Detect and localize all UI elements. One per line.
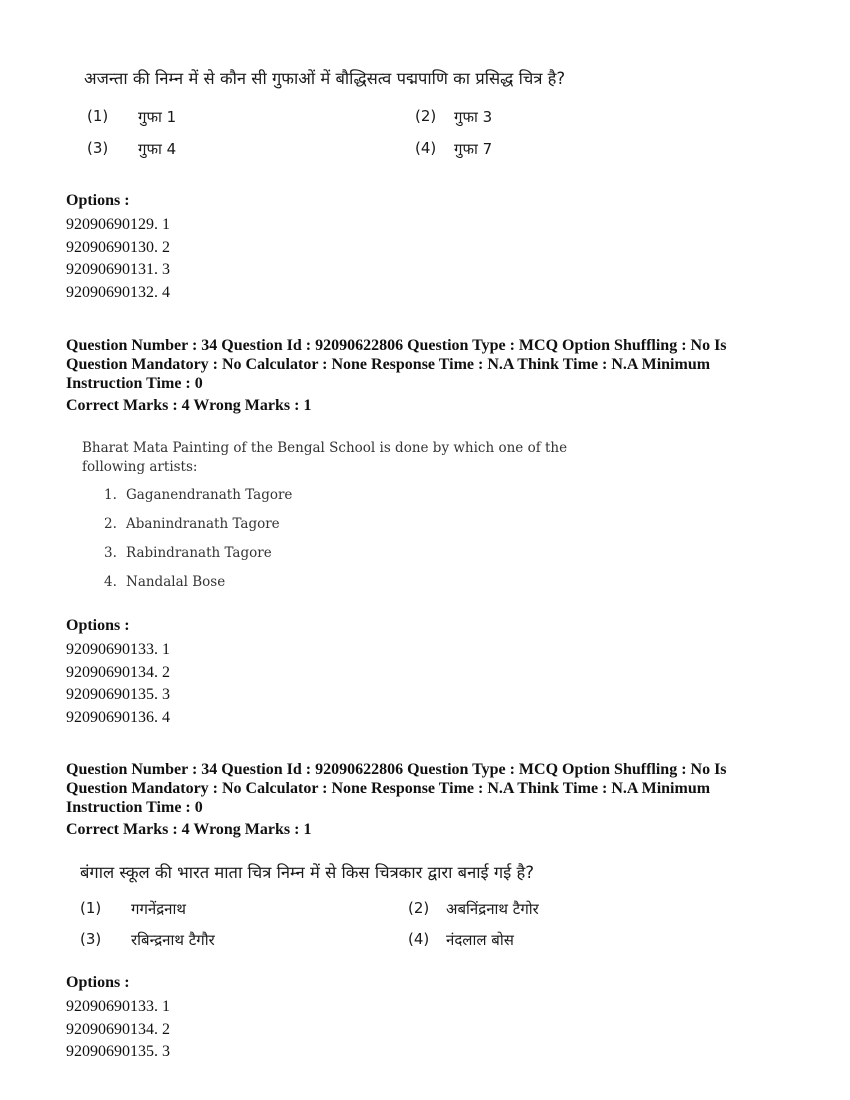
question-meta	[66, 337, 786, 393]
q3-choice-2-text: अबनिंद्रनाथ टैगोर	[446, 900, 539, 918]
q1-choice-4-text: गुफा 7	[454, 140, 493, 158]
q1-choice-2-number: (2)	[415, 107, 437, 125]
option-id: 92090690131. 3	[66, 261, 170, 278]
options-list	[66, 214, 170, 304]
meta-line: Question Number : 34 Question Id : 92090622806 Question Type : MCQ Option Shuffling : No Is	[66, 337, 727, 354]
choice-number: 1.	[104, 487, 117, 503]
q3-choice-1-text: गगनेंद्रनाथ	[131, 900, 186, 918]
meta-line: Instruction Time : 0	[66, 374, 203, 392]
choice-text: Nandalal Bose	[126, 574, 226, 590]
question-3-text: बंगाल स्कूल की भारत माता चित्र निम्न में से किस चित्रकार द्वारा बनाई गई है?	[80, 863, 534, 882]
meta-line: Question Mandatory : No Calculator : None Response Time : N.A Think Time : N.A Minimum	[66, 779, 711, 797]
option-id: 92090690134. 2	[66, 663, 170, 681]
option-id: 92090690133. 1	[66, 998, 170, 1015]
q1-choice-1-text: गुफा 1	[138, 108, 177, 126]
q3-choice-2-number: (2)	[408, 899, 430, 917]
q3-choice-1-number: (1)	[80, 899, 102, 917]
q3-choice-4-number: (4)	[408, 930, 430, 948]
choice-number: 3.	[104, 545, 117, 561]
choice-number: 2.	[104, 516, 117, 532]
option-id: 92090690135. 3	[66, 1043, 170, 1060]
option-id: 92090690136. 4	[66, 708, 170, 726]
q2-choice-1	[104, 487, 292, 503]
option-id: 92090690133. 1	[66, 641, 170, 658]
option-id: 92090690132. 4	[66, 283, 170, 301]
option-id: 92090690135. 3	[66, 686, 170, 703]
choice-text: Rabindranath Tagore	[126, 545, 272, 561]
meta-line: Instruction Time : 0	[66, 798, 203, 816]
q3-choice-3-number: (3)	[80, 930, 102, 948]
question-1-text: अजन्ता की निम्न में से कौन सी गुफाओं में बौद्धिसत्व पद्मपाणि का प्रसिद्ध चित्र है?	[84, 69, 566, 88]
option-id: 92090690129. 1	[66, 216, 170, 233]
meta-line: Question Mandatory : No Calculator : None Response Time : N.A Think Time : N.A Minimum	[66, 355, 711, 373]
option-id: 92090690134. 2	[66, 1020, 170, 1038]
question-2-text: Bharat Mata Painting of the Bengal School is done by which one of the following artists:	[82, 440, 568, 475]
question-meta	[66, 761, 786, 817]
q1-choice-4-number: (4)	[415, 139, 437, 157]
option-id: 92090690130. 2	[66, 238, 170, 256]
q3-choice-4-text: नंदलाल बोस	[446, 931, 514, 949]
options-heading: Options :	[66, 974, 130, 991]
meta-line: Question Number : 34 Question Id : 92090622806 Question Type : MCQ Option Shuffling : No Is	[66, 761, 727, 778]
options-heading: Options :	[66, 192, 130, 209]
choice-text: Gaganendranath Tagore	[126, 487, 293, 503]
choice-number: 4.	[104, 574, 117, 590]
q3-choice-3-text: रबिन्द्रनाथ टैगौर	[131, 931, 215, 949]
options-list	[66, 639, 170, 729]
q1-choice-1-number: (1)	[87, 107, 109, 125]
q2-choice-3	[104, 545, 272, 561]
q1-choice-3-text: गुफा 4	[138, 140, 177, 158]
options-heading: Options :	[66, 617, 130, 634]
choice-text: Abanindranath Tagore	[126, 516, 280, 532]
marks-info: Correct Marks : 4 Wrong Marks : 1	[66, 821, 312, 838]
q2-choice-2	[104, 516, 280, 532]
q1-choice-3-number: (3)	[87, 139, 109, 157]
q1-choice-2-text: गुफा 3	[454, 108, 493, 126]
options-list	[66, 996, 170, 1064]
marks-info: Correct Marks : 4 Wrong Marks : 1	[66, 397, 312, 414]
q2-choice-4	[104, 574, 225, 590]
